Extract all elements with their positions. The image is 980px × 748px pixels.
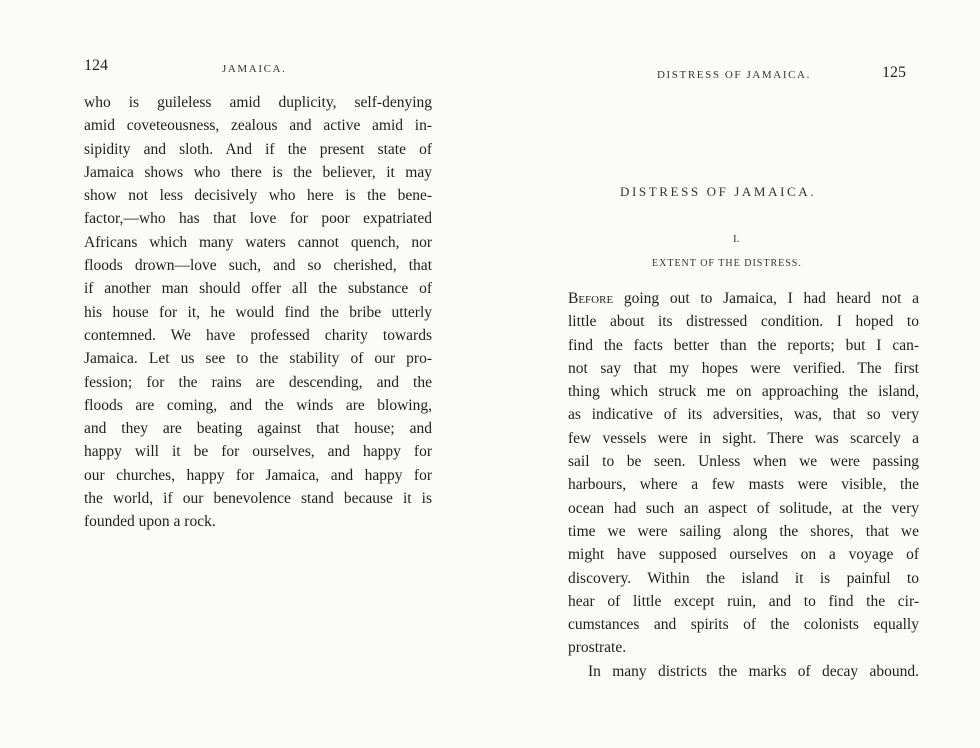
text-line-first (568, 287, 919, 310)
text-line: might have supposed ourselves on a voyage of (568, 546, 919, 564)
text-line: sail to be seen. Unless when we were passing (568, 453, 919, 471)
text-line: fession; for the rains are descending, and the (84, 373, 432, 391)
text-line: find the facts better than the reports; but I can- (568, 336, 919, 354)
right-page-body (568, 287, 919, 683)
text-line: not say that my hopes were verified. The first (568, 359, 919, 377)
text-line: In many districts the marks of decay abound. (588, 662, 919, 680)
text-line: prostrate. (568, 639, 627, 657)
section-number: I. (733, 233, 740, 245)
text-line: thing which struck me on approaching the island, (568, 383, 919, 401)
text-line: Africans which many waters cannot quench, nor (84, 233, 432, 251)
text-line: hear of little except ruin, and to find the cir- (568, 592, 919, 610)
text-line: amid coveteousness, zealous and active amid in- (84, 117, 432, 135)
text-line: harbours, where a few masts were visible, the (568, 476, 919, 494)
text-line: and they are beating against that house; and (84, 420, 432, 438)
text-line: few vessels were in sight. There was scarcely a (568, 429, 919, 447)
text-line: floods are coming, and the winds are blowing, (84, 396, 432, 414)
text-line: time we were sailing along the shores, that we (568, 522, 919, 540)
text-line: the world, if our benevolence stand because it is (84, 490, 432, 508)
text-line: discovery. Within the island it is painful to (568, 569, 919, 587)
text-line: factor,—who has that love for poor expatriated (84, 210, 432, 228)
running-head-left: JAMAICA. (222, 63, 287, 75)
text-line: as indicative of its adversities, was, that so very (568, 406, 919, 424)
text-line: our churches, happy for Jamaica, and happy for (84, 466, 432, 484)
text-line: happy will it be for ourselves, and happy for (84, 443, 432, 461)
text-line: contemned. We have professed charity towards (84, 326, 432, 344)
text-line: sipidity and sloth. And if the present state of (84, 140, 432, 158)
text-line: show not less decisively who here is the bene- (84, 187, 432, 205)
left-page-body (84, 91, 432, 534)
text-line: if another man should offer all the substance of (84, 280, 432, 298)
running-head-right: DISTRESS OF JAMAICA. (657, 69, 811, 81)
text-line: floods drown—love such, and so cherished, that (84, 257, 432, 275)
text-line: Jamaica shows who there is the believer, it may (84, 163, 432, 181)
drop-word: Before (568, 290, 614, 307)
page-number-right: 125 (882, 64, 906, 81)
text-line: cumstances and spirits of the colonists equally (568, 616, 919, 634)
text-line: Jamaica. Let us see to the stability of our pro- (84, 350, 432, 368)
text-line-rest: going out to Jamaica, I had heard not a (613, 290, 919, 307)
text-line: little about its distressed condition. I hoped to (568, 313, 919, 331)
text-line: his house for it, he would find the bribe utterly (84, 303, 432, 321)
text-line: ocean had such an aspect of solitude, at the very (568, 499, 919, 517)
page-number-left: 124 (84, 57, 108, 74)
text-line: founded upon a rock. (84, 513, 216, 531)
right-page (490, 0, 980, 748)
text-line: who is guileless amid duplicity, self-denying (84, 94, 432, 111)
section-title: EXTENT OF THE DISTRESS. (652, 258, 802, 269)
chapter-title: DISTRESS OF JAMAICA. (620, 184, 817, 199)
